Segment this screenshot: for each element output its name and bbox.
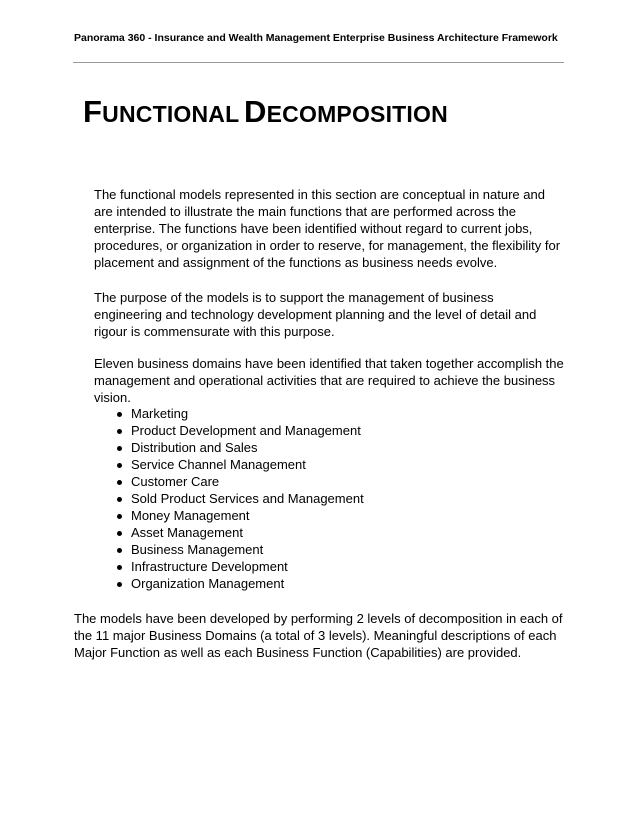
page-header: Panorama 360 - Insurance and Wealth Management Enterprise Business Architecture Framework [74,32,558,44]
domains-intro-paragraph: Eleven business domains have been identified that taken together accomplish the management and operational activities that are required to achieve the business vision. [94,356,564,405]
bullet-icon [117,463,122,468]
list-item-label: Sold Product Services and Management [131,491,364,506]
title-rest-1: UNCTIONAL [102,101,240,127]
list-item [94,541,364,558]
list-item-label: Infrastructure Development [131,559,288,574]
bullet-icon [117,582,122,587]
bullet-icon [117,429,122,434]
bullet-icon [117,497,122,502]
header-divider [73,62,564,63]
list-item-label: Customer Care [131,474,220,489]
business-domains-list [94,405,364,592]
intro-paragraph: The functional models represented in this section are conceptual in nature and are intended to illustrate the main functions that are performed across the enterprise. The functions have been identified without regard to current jobs, procedures, or organization in order to reserve, for management, the flexibility for placement and assignment of the functions as business needs evolve. [94,187,561,270]
list-item [94,473,364,490]
list-item [94,575,364,592]
decomposition-paragraph: The models have been developed by performing 2 levels of decomposition in each of the 11 major Business Domains (a total of 3 levels). Meaningful descriptions of each Major Function as well as each Business Function (Capabilities) are provided. [74,611,563,660]
bullet-icon [117,565,122,570]
list-item-label: Organization Management [131,576,285,591]
bullet-icon [117,514,122,519]
list-item-label: Money Management [131,508,250,523]
list-item-label: Business Management [131,542,264,557]
list-item [94,456,364,473]
section-title [83,94,448,130]
bullet-icon [117,480,122,485]
list-item [94,405,364,422]
bullet-icon [117,548,122,553]
list-item [94,558,364,575]
list-item [94,524,364,541]
list-item-label: Service Channel Management [131,457,306,472]
title-initial-1: F [83,94,103,129]
list-item [94,439,364,456]
list-item [94,422,364,439]
bullet-icon [117,412,122,417]
bullet-icon [117,446,122,451]
list-item [94,490,364,507]
title-rest-2: ECOMPOSITION [266,101,448,127]
title-initial-2: D [244,94,267,129]
list-item [94,507,364,524]
list-item-label: Asset Management [131,525,244,540]
list-item-label: Product Development and Management [131,423,361,438]
purpose-paragraph: The purpose of the models is to support the management of business engineering and technology development planning and the level of detail and rigour is commensurate with this purpose. [94,290,537,339]
list-item-label: Distribution and Sales [131,440,258,455]
list-item-label: Marketing [131,406,189,421]
bullet-icon [117,531,122,536]
